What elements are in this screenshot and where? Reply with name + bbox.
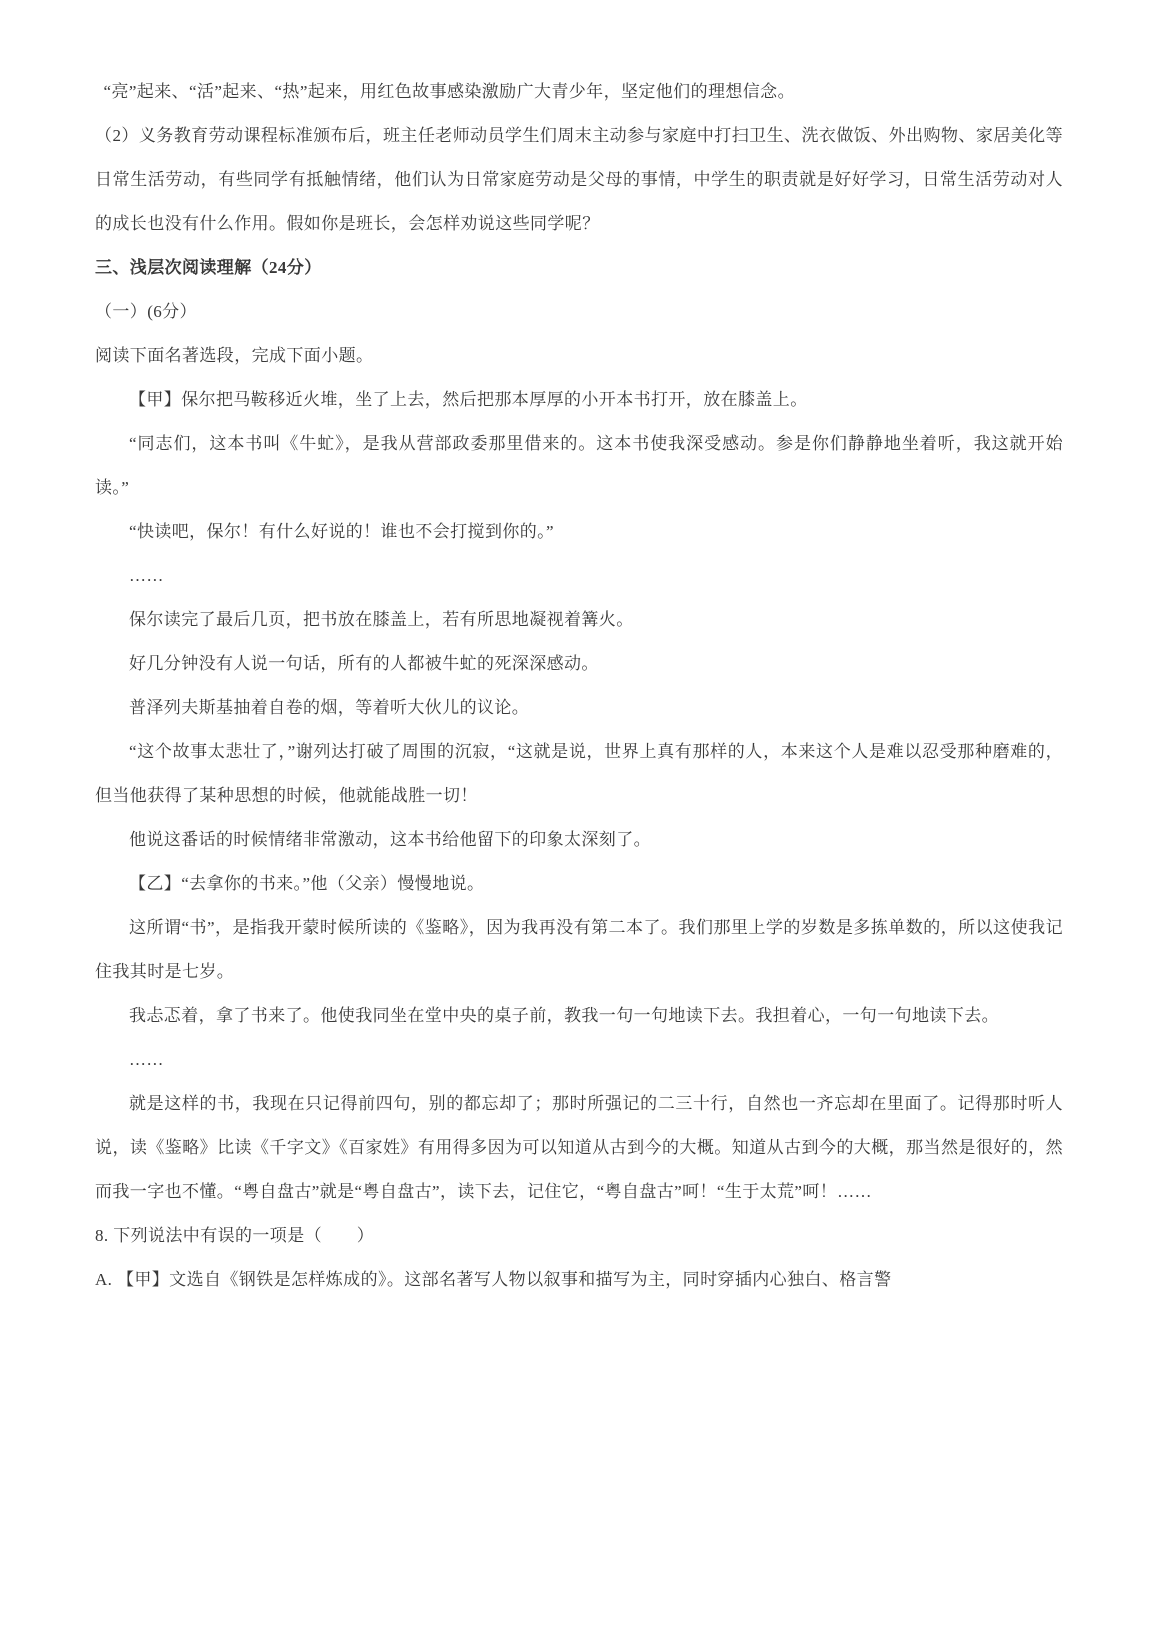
ellipsis-line: …… bbox=[129, 1050, 164, 1069]
excerpt-jia-paragraph: “快读吧，保尔！有什么好说的！谁也不会打搅到你的。” bbox=[129, 522, 554, 541]
section-heading: 三、浅层次阅读理解（24分） bbox=[95, 258, 322, 277]
excerpt-jia-paragraph: 好几分钟没有人说一句话，所有的人都被牛虻的死深深感动。 bbox=[129, 654, 599, 673]
question-8: 8. 下列说法中有误的一项是（ ） bbox=[95, 1226, 375, 1245]
excerpt-jia-paragraph: 他说这番话的时候情绪非常激动，这本书给他留下的印象太深刻了。 bbox=[129, 830, 651, 849]
excerpt-jia-paragraph: 【甲】保尔把马鞍移近火堆，坐了上去，然后把那本厚厚的小开本书打开，放在膝盖上。 bbox=[129, 390, 808, 409]
subsection-heading: （一）(6分） bbox=[95, 302, 197, 321]
option-a: A. 【甲】文选自《钢铁是怎样炼成的》。这部名著写人物以叙事和描写为主，同时穿插内心独白、格言警 bbox=[95, 1270, 892, 1289]
ellipsis-line: …… bbox=[129, 566, 164, 585]
excerpt-yi-paragraph: 【乙】“去拿你的书来。”他（父亲）慢慢地说。 bbox=[129, 874, 485, 893]
excerpt-jia-paragraph: 保尔读完了最后几页，把书放在膝盖上，若有所思地凝视着篝火。 bbox=[129, 610, 634, 629]
reading-instruction: 阅读下面名著选段，完成下面小题。 bbox=[95, 346, 374, 365]
excerpt-jia-paragraph: “这个故事太悲壮了，”谢列达打破了周围的沉寂，“这就是说，世界上真有那样的人，本来这个人是难以忍受那种磨难的，但当他获得了某种思想的时候，他就能战胜一切！ bbox=[95, 742, 1063, 805]
excerpt-yi-paragraph: 就是这样的书，我现在只记得前四句，别的都忘却了；那时所强记的二三十行，自然也一齐忘却在里面了。记得那时听人说，读《鉴略》比读《千字文》《百家姓》有用得多因为可以知道从古到今的大概。知道从古到今的大概，那当然是很好的，然而我一字也不懂。“粤自盘古”就是“粤自盘古”，读下去，记住它，“粤自盘古”呵！“生于太荒”呵！…… bbox=[95, 1094, 1063, 1201]
text-paragraph: “亮”起来、“活”起来、“热”起来，用红色故事感染激励广大青少年，坚定他们的理想信念。 bbox=[103, 82, 795, 101]
excerpt-jia-paragraph: 普泽列夫斯基抽着自卷的烟，等着听大伙儿的议论。 bbox=[129, 698, 530, 717]
excerpt-yi-paragraph: 这所谓“书”，是指我开蒙时候所读的《鉴略》，因为我再没有第二本了。我们那里上学的岁数是多拣单数的，所以这使我记住我其时是七岁。 bbox=[95, 918, 1063, 981]
question-2-paragraph: （2）义务教育劳动课程标准颁布后，班主任老师动员学生们周末主动参与家庭中打扫卫生、洗衣做饭、外出购物、家居美化等日常生活劳动，有些同学有抵触情绪，他们认为日常家庭劳动是父母的事情，中学生的职责就是好好学习，日常生活劳动对人的成长也没有什么作用。假如你是班长，会怎样劝说这些同学呢？ bbox=[95, 126, 1063, 233]
excerpt-jia-paragraph: “同志们，这本书叫《牛虻》，是我从营部政委那里借来的。这本书使我深受感动。参是你们静静地坐着听，我这就开始读。” bbox=[95, 434, 1063, 497]
excerpt-yi-paragraph: 我忐忑着，拿了书来了。他使我同坐在堂中央的桌子前，教我一句一句地读下去。我担着心，一句一句地读下去。 bbox=[129, 1006, 999, 1025]
